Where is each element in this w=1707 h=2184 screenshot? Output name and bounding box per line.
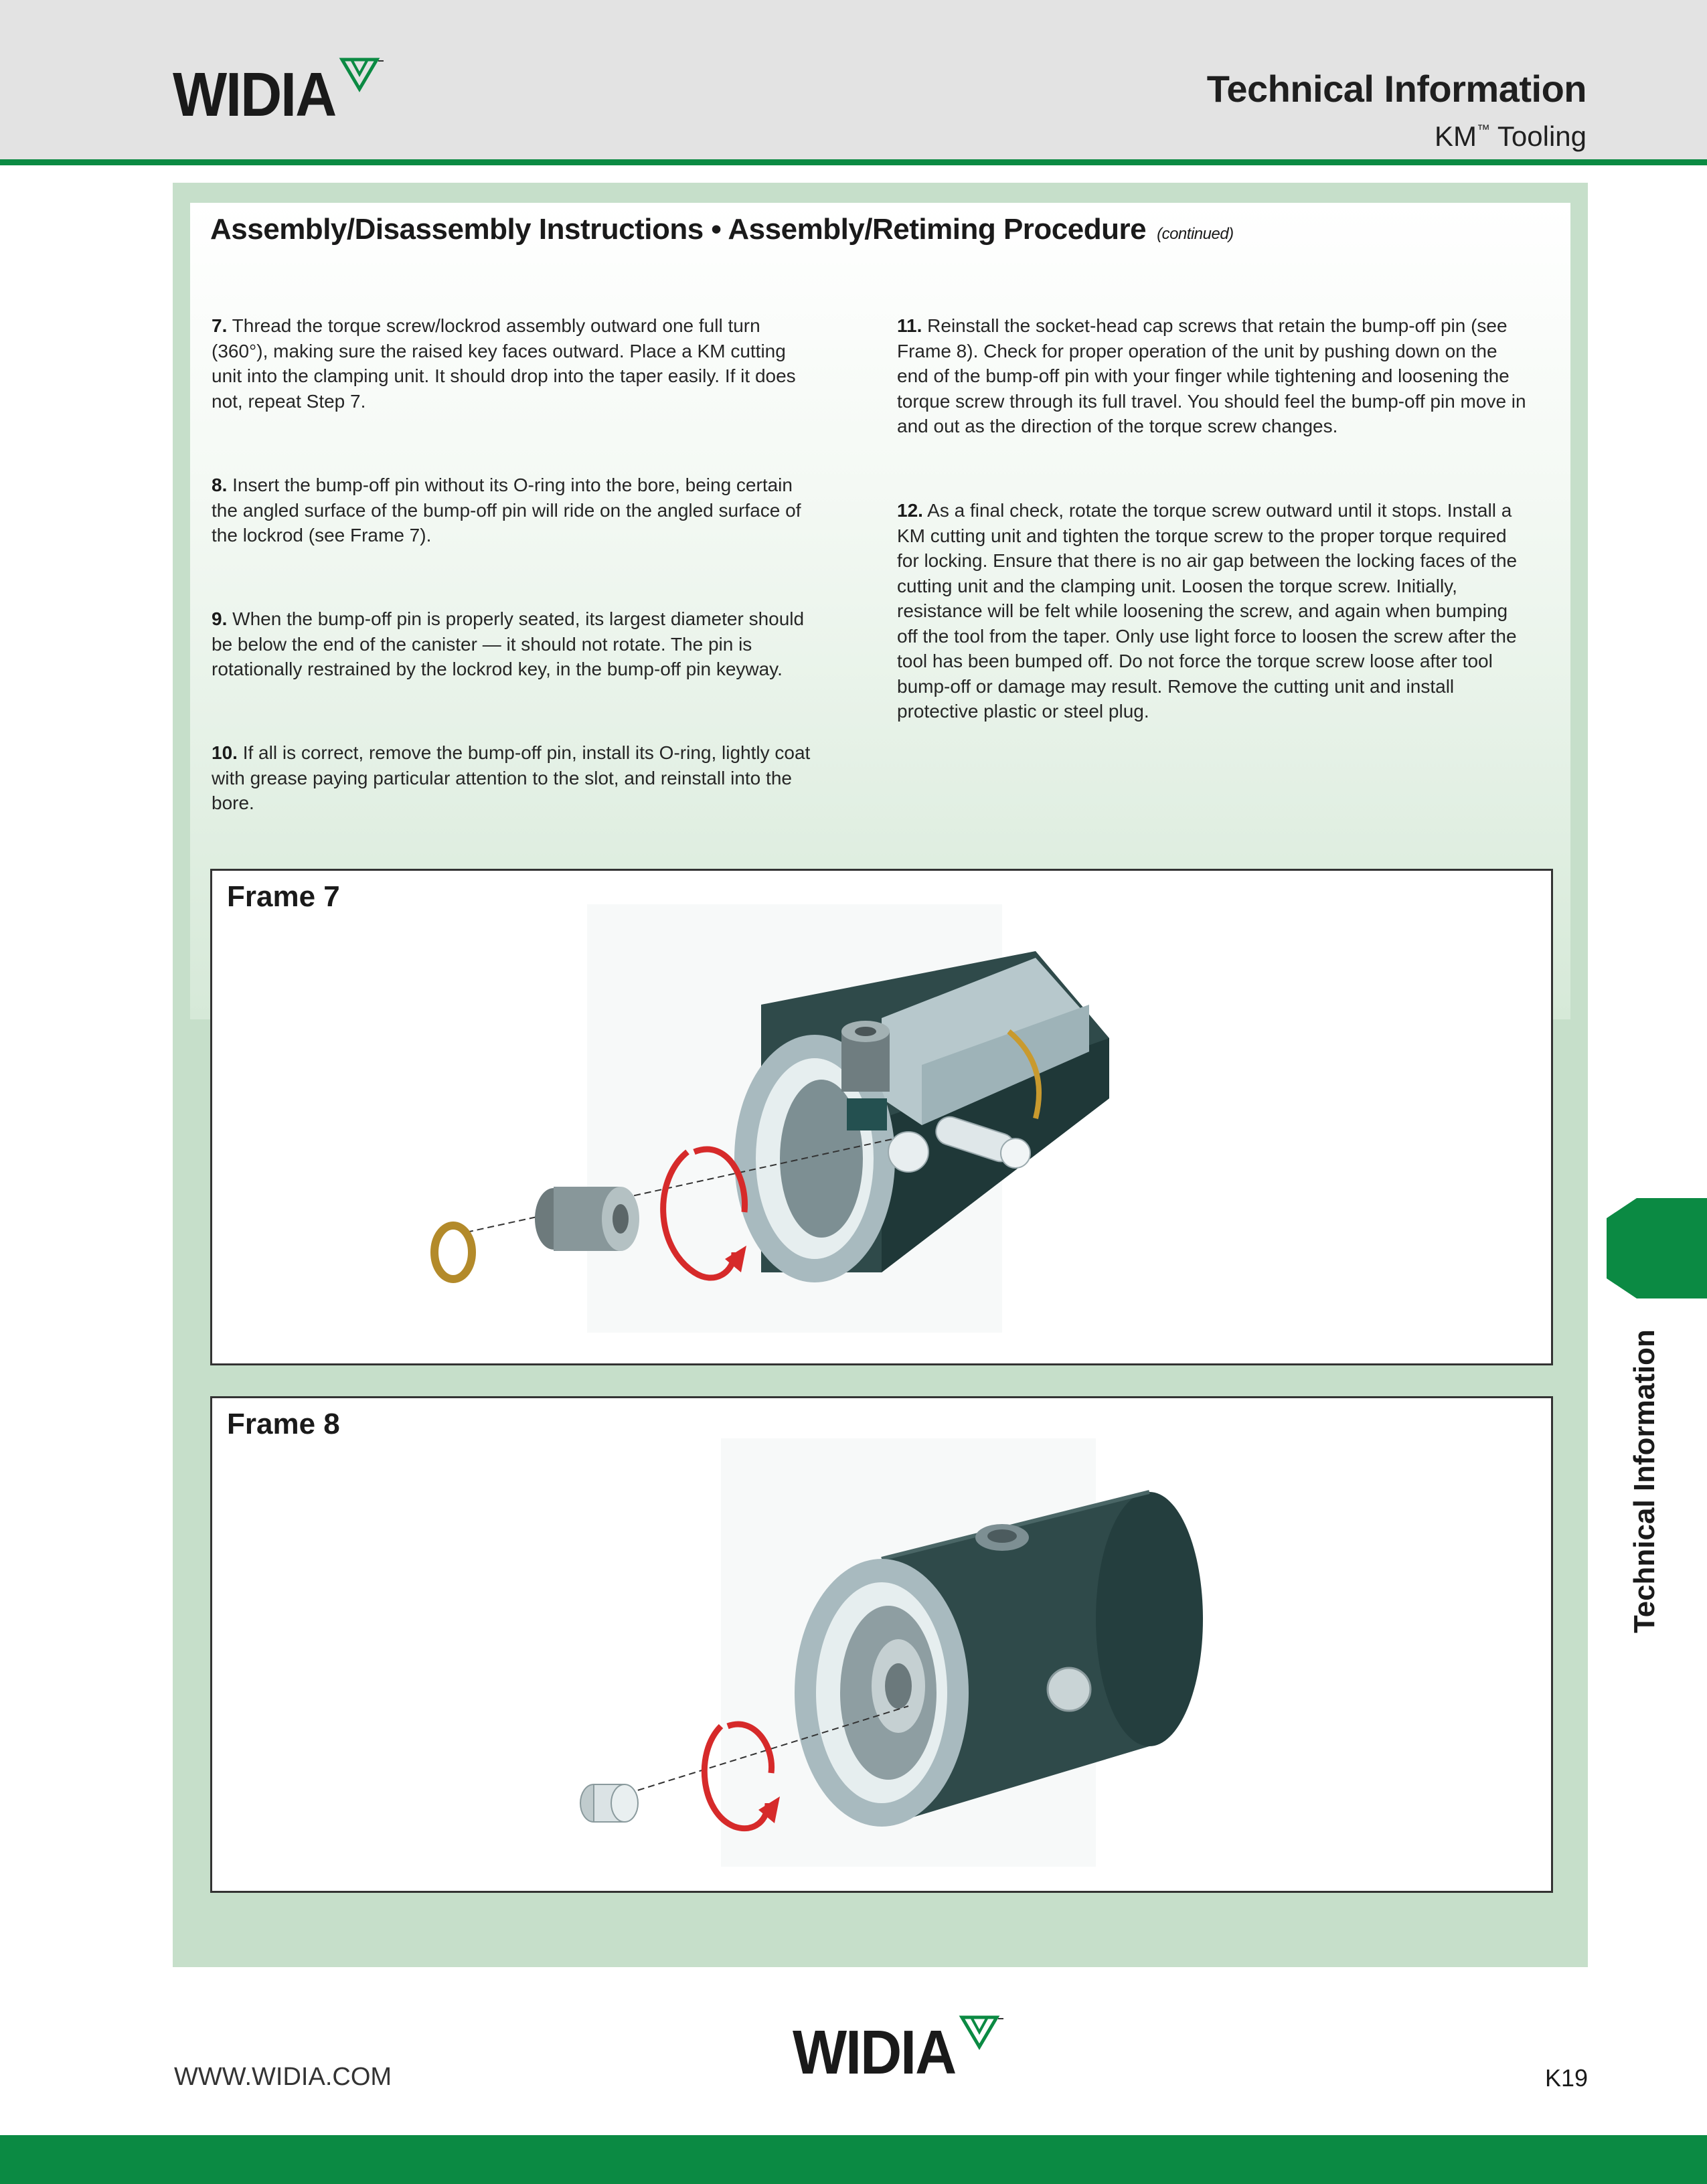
subtitle-suffix: Tooling: [1489, 120, 1587, 152]
header-rule: [0, 159, 1707, 165]
section-title-text: Assembly/Disassembly Instructions • Assembly/Retiming Procedure: [210, 213, 1147, 246]
widia-logo: [173, 60, 385, 130]
widia-triangle-icon: [958, 2012, 1005, 2052]
step-text: Insert the bump-off pin without its O-ring into the bore, being certain the angled surface of the bump-off pin will ride on the angled surface of the lockrod (see Frame 7).: [212, 475, 801, 545]
side-tab-label: Technical Information: [1628, 1329, 1661, 1633]
step-12: [897, 498, 1526, 724]
clamping-unit-cutaway-illustration: [413, 898, 1216, 1339]
step-number: 11.: [897, 315, 922, 336]
step-number: 10.: [212, 742, 238, 763]
footer-url[interactable]: WWW.WIDIA.COM: [174, 2063, 392, 2091]
step-text: If all is correct, remove the bump-off pin, install its O-ring, lightly coat with grease paying particular attention to the slot, and reinstall into the bore.: [212, 742, 811, 813]
header-title: Technical Information: [1206, 68, 1587, 110]
frame-7: [210, 869, 1553, 1365]
step-text: When the bump-off pin is properly seated, its largest diameter should be below the end of the canister — it should not rotate. The pin is rotationally restrained by the lockrod key, in the bump-off pin keyway.: [212, 608, 805, 679]
frame-label: Frame 8: [227, 1408, 340, 1440]
step-11: [897, 313, 1526, 439]
step-text: Thread the torque screw/lockrod assembly outward one full turn (360°), making sure the raised key faces outward. Place a KM cutting unit into the clamping unit. It should drop into the taper easily. If it does not, repeat Step 7.: [212, 315, 796, 412]
footer-logo-text: WIDIA: [793, 2017, 956, 2088]
step-8: [212, 473, 814, 548]
page-number: K19: [1544, 2064, 1588, 2092]
step-number: 7.: [212, 315, 228, 336]
step-7: [212, 313, 814, 414]
section-tab[interactable]: [1607, 1198, 1707, 1305]
step-text: As a final check, rotate the torque screw outward until it stops. Install a KM cutting unit and tighten the torque screw to the proper torque required for locking. Ensure that there is no air gap between the locking faces of the cutting unit and the clamping unit. Loosen the torque screw. Initially, resistance will be felt while loosening the screw, and again when bumping off the tool from the taper. Only use light force to loosen the screw after the tool has been bumped off. Do not force the torque screw loose after tool bump-off or damage may result. Remove the cutting unit and install protective plastic or steel plug.: [897, 500, 1518, 722]
step-number: 8.: [212, 475, 228, 495]
step-9: [212, 606, 814, 682]
step-number: 12.: [897, 500, 923, 521]
trademark-mark: ™: [1476, 122, 1490, 137]
continued-note: (continued): [1157, 225, 1234, 243]
frame-8: [210, 1396, 1553, 1893]
assembled-clamping-unit-illustration: [507, 1438, 1243, 1867]
logo-text: WIDIA: [173, 60, 336, 130]
footer-widia-logo: [793, 2017, 1005, 2088]
header-subtitle: [1435, 120, 1587, 153]
frame-label: Frame 7: [227, 880, 340, 913]
widia-triangle-icon: [338, 54, 385, 94]
step-10: [212, 740, 834, 816]
section-title: [210, 213, 1234, 246]
step-text: Reinstall the socket-head cap screws that retain the bump-off pin (see Frame 8). Check for proper operation of the unit by pushing down on the end of the bump-off pin with your finger while tightening and loosening the torque screw through its full travel. You should feel the bump-off pin move in and out as the direction of the torque screw changes.: [897, 315, 1526, 436]
subtitle-prefix: KM: [1434, 120, 1477, 152]
step-number: 9.: [212, 608, 228, 629]
footer-bar: [0, 2135, 1707, 2184]
